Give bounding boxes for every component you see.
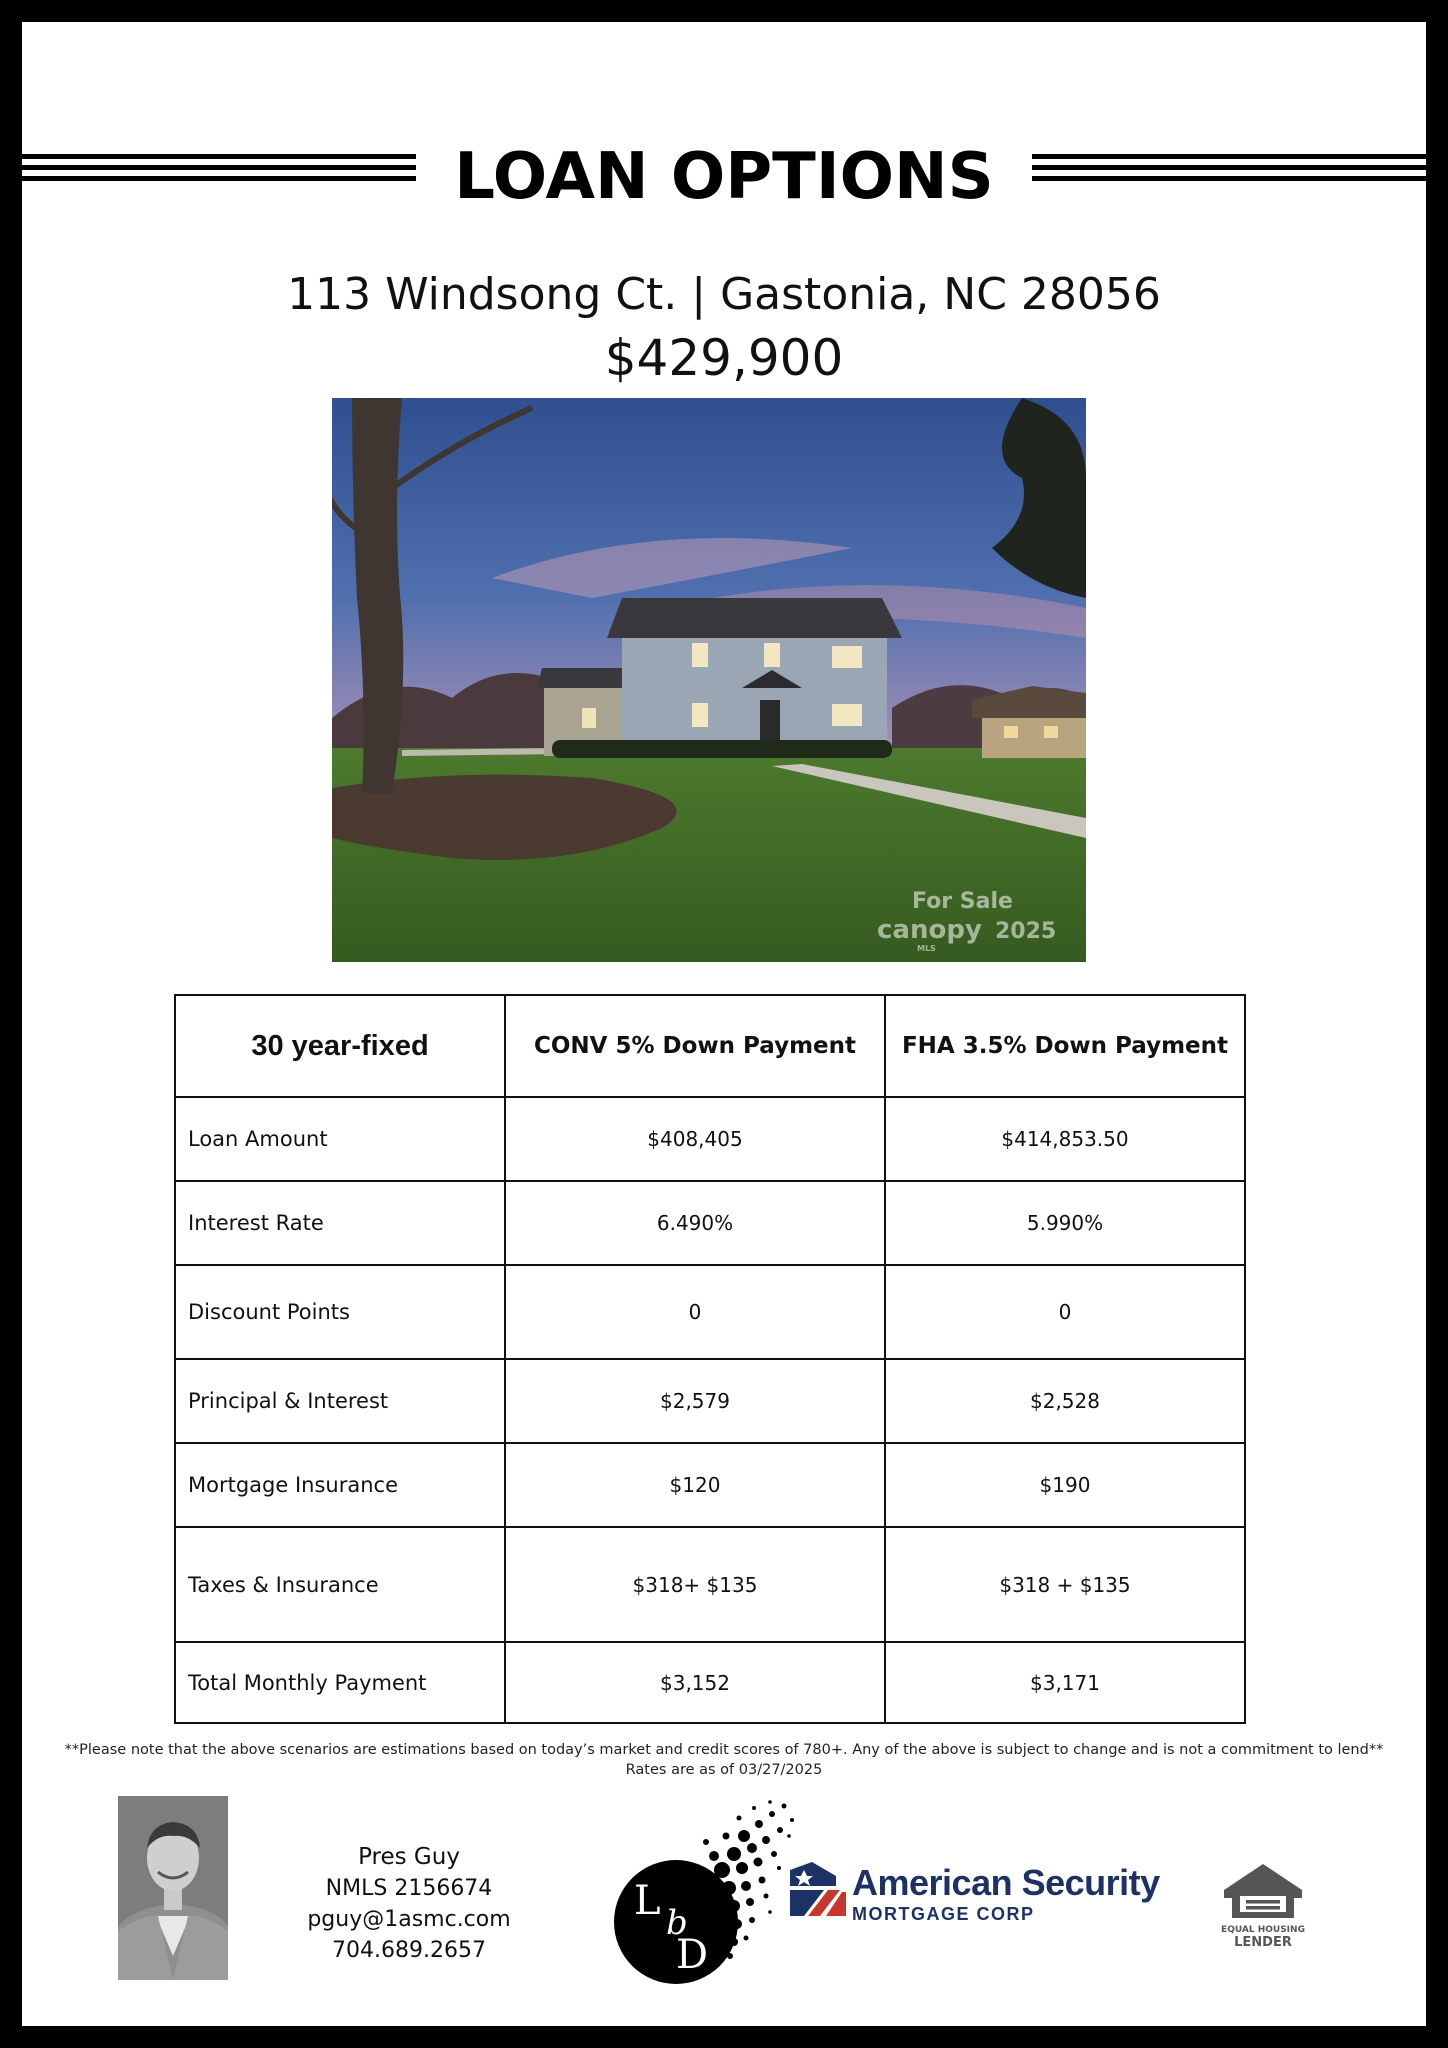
cell-conv-principal-interest: $2,579 <box>505 1359 885 1443</box>
cell-fha-mortgage-insurance: $190 <box>885 1443 1245 1527</box>
property-address: 113 Windsong Ct. | Gastonia, NC 28056 <box>287 269 1161 320</box>
watermark-canopy: canopy <box>877 915 982 945</box>
lender-name: American Security <box>852 1862 1160 1903</box>
cell-fha-principal-interest: $2,528 <box>885 1359 1245 1443</box>
header-30-year-fixed: 30 year-fixed <box>175 995 505 1097</box>
cell-conv-taxes-insurance: $318+ $135 <box>505 1527 885 1642</box>
row-label-discount-points: Discount Points <box>175 1265 505 1359</box>
header-conv: CONV 5% Down Payment <box>505 995 885 1097</box>
lbd-letter-d: D <box>676 1932 709 1978</box>
title-stripes-left <box>22 154 416 190</box>
title-stripes-right <box>1032 154 1426 190</box>
table-row <box>175 1181 1245 1265</box>
equal-housing-line-1: EQUAL HOUSING <box>1221 1925 1305 1935</box>
row-label-interest-rate: Interest Rate <box>175 1181 505 1265</box>
row-label-principal-interest: Principal & Interest <box>175 1359 505 1443</box>
property-price: $429,900 <box>604 329 844 387</box>
cell-fha-discount-points: 0 <box>885 1265 1245 1359</box>
disclaimer-line-2: Rates are as of 03/27/2025 <box>625 1762 823 1778</box>
watermark-forsale: For Sale <box>912 889 1013 914</box>
cell-fha-total-monthly: $3,171 <box>885 1642 1245 1723</box>
cell-fha-interest-rate: 5.990% <box>885 1181 1245 1265</box>
row-label-loan-amount: Loan Amount <box>175 1097 505 1181</box>
title-row <box>22 132 1426 222</box>
row-label-total-monthly: Total Monthly Payment <box>175 1642 505 1723</box>
cell-conv-interest-rate: 6.490% <box>505 1181 885 1265</box>
cell-conv-discount-points: 0 <box>505 1265 885 1359</box>
disclaimer <box>62 1740 1386 1780</box>
table-header-row <box>175 995 1245 1097</box>
american-security-logo <box>790 1862 1160 1946</box>
loan-officer-nmls: NMLS 2156674 <box>325 1876 493 1901</box>
flyer-page <box>22 22 1426 2026</box>
cell-conv-mortgage-insurance: $120 <box>505 1443 885 1527</box>
page-title: LOAN OPTIONS <box>454 140 994 214</box>
table-row <box>175 1527 1245 1642</box>
table-row <box>175 1642 1245 1723</box>
house-photo <box>332 398 1086 962</box>
loan-officer-headshot <box>118 1796 228 1980</box>
cell-fha-taxes-insurance: $318 + $135 <box>885 1527 1245 1642</box>
cell-conv-total-monthly: $3,152 <box>505 1642 885 1723</box>
loan-officer-contact <box>284 1842 534 1966</box>
table-row <box>175 1443 1245 1527</box>
cell-fha-loan-amount: $414,853.50 <box>885 1097 1245 1181</box>
watermark-mls: MLS <box>917 944 936 953</box>
loan-options-table <box>174 994 1246 1724</box>
watermark-year: 2025 <box>995 919 1057 944</box>
loan-officer-name: Pres Guy <box>358 1844 460 1870</box>
disclaimer-line-1: **Please note that the above scenarios are estimations based on today’s market and credit scores of 780+. Any of the above is subject to change and is not a commitment to lend** <box>64 1742 1384 1758</box>
lender-sub: MORTGAGE CORP <box>852 1904 1035 1924</box>
table-row <box>175 1097 1245 1181</box>
cell-conv-loan-amount: $408,405 <box>505 1097 885 1181</box>
loan-officer-email[interactable]: pguy@1asmc.com <box>307 1907 511 1932</box>
row-label-taxes-insurance: Taxes & Insurance <box>175 1527 505 1642</box>
header-fha: FHA 3.5% Down Payment <box>885 995 1245 1097</box>
lbd-logo <box>594 1796 806 1992</box>
lbd-letter-b: b <box>666 1903 688 1943</box>
american-security-emblem <box>790 1862 846 1922</box>
equal-housing-line-2: LENDER <box>1234 1935 1292 1950</box>
row-label-mortgage-insurance: Mortgage Insurance <box>175 1443 505 1527</box>
loan-officer-phone[interactable]: 704.689.2657 <box>332 1938 486 1963</box>
table-row <box>175 1359 1245 1443</box>
equal-housing-icon <box>1218 1862 1308 1952</box>
table-row <box>175 1265 1245 1359</box>
lbd-letter-l: L <box>634 1878 661 1924</box>
